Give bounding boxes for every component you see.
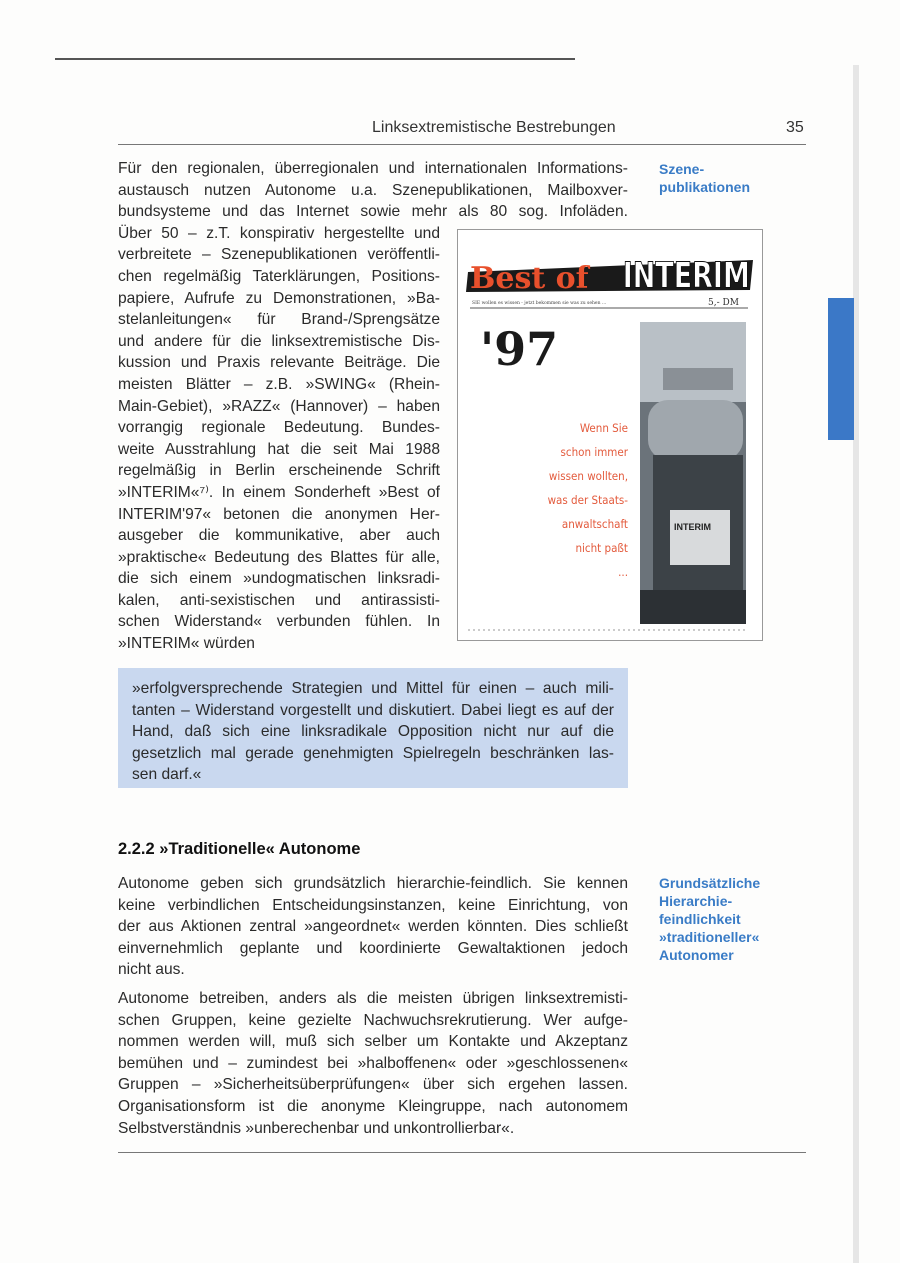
cover-slogan-line: was der Staats- xyxy=(547,493,628,507)
text-line: Gruppen – »Sicherheitsüberprüfungen« über sich ergehen lassen. xyxy=(118,1076,628,1094)
margin-note-line: Grundsätzliche xyxy=(659,875,761,891)
cover-title-interim: INTERIM xyxy=(622,253,750,297)
text-line: »INTERIM«⁷⁾. In einem Sonderheft »Best of xyxy=(118,483,440,501)
margin-note-line: feindlichkeit xyxy=(659,911,741,927)
chapter-tab-marker xyxy=(828,298,854,440)
text-line: sen darf.« xyxy=(132,766,202,784)
text-line: vorrangig regionale Bedeutung. Bundes- xyxy=(118,419,440,437)
header-rule xyxy=(118,144,806,145)
cover-slogan-line: nicht paßt xyxy=(575,541,628,555)
text-line: weite Ausstrahlung hat die seit Mai 1988 xyxy=(118,440,440,458)
text-line: kussion und Praxis relevante Beiträge. Die xyxy=(118,354,440,372)
text-line: bundsysteme und das Internet sowie mehr als 80 sog. Infoläden. xyxy=(118,203,628,221)
cover-slogan-line: schon immer xyxy=(560,445,628,459)
footer-rule xyxy=(118,1152,806,1153)
text-line: papiere, Aufrufe zu Demonstrationen, »Ba- xyxy=(118,289,440,307)
interim-cover-image xyxy=(457,229,763,641)
text-line: austausch nutzen Autonome u.a. Szenepublikationen, Mailboxver- xyxy=(118,181,628,199)
text-line: Organisationsform ist die anonyme Kleingruppe, nach autonomem xyxy=(118,1097,628,1115)
quote-text xyxy=(132,678,614,786)
text-line: schen Widerstand« verbunden fühlen. In xyxy=(118,613,440,631)
paragraph-2 xyxy=(118,873,628,981)
text-line: Autonome betreiben, anders als die meisten übrigen linksextremisti- xyxy=(118,990,628,1007)
text-line: »praktische« Bedeutung des Blattes für alle, xyxy=(118,548,440,566)
section-heading: 2.2.2 »Traditionelle« Autonome xyxy=(118,840,361,858)
text-line: »INTERIM« würden xyxy=(118,635,255,653)
cover-title-best-of: Best of xyxy=(470,261,589,296)
margin-note-line: Hierarchie- xyxy=(659,893,733,909)
page-number: 35 xyxy=(786,119,804,136)
text-line: INTERIM'97« betonen die anonymen Her- xyxy=(118,505,440,523)
quote-box xyxy=(118,668,628,788)
text-line: Über 50 – z.T. konspirativ hergestellte und xyxy=(118,224,440,242)
margin-note-line: publikationen xyxy=(659,179,750,195)
text-line: schen Gruppen, keine gezielte Nachwuchsrekrutierung. Wer aufge- xyxy=(118,1011,628,1029)
page-edge xyxy=(853,65,859,1263)
text-line: meisten Blätter – z.B. »SWING« (Rhein- xyxy=(118,375,440,393)
text-line: ausgeber die kommunikative, aber auch xyxy=(118,527,440,545)
scan-edge-line xyxy=(55,58,575,60)
text-line: »erfolgversprechende Strategien und Mittel für einen – auch mili- xyxy=(132,680,614,697)
text-line: nicht aus. xyxy=(118,961,185,979)
running-title: Linksextremistische Bestrebungen xyxy=(372,119,616,136)
text-line: der aus Aktionen zentral »angeordnet« werden könnten. Dies schließt xyxy=(118,918,628,936)
text-line: Autonome geben sich grundsätzlich hierarchie-feindlich. Sie kennen xyxy=(118,875,628,892)
text-line: und andere für die linksextremistische Dis- xyxy=(118,332,440,350)
margin-note-szenepublikationen xyxy=(659,160,750,196)
text-line: einvernehmlich geplante und koordinierte Gewaltaktionen jedoch xyxy=(118,939,628,957)
text-line: regelmäßig in Berlin erscheinende Schrift xyxy=(118,462,440,480)
cover-subtitle: SIE wollen es wissen - jetzt bekommen sie was zu sehen ... xyxy=(472,301,607,306)
margin-note-line: »traditioneller« xyxy=(659,929,760,945)
text-line: chen regelmäßig Taterklärungen, Positions- xyxy=(118,267,440,285)
text-line: gesetzlich mal gerade genehmigten Spielregeln beschränken las- xyxy=(132,744,614,762)
cover-banner-text: INTERIM xyxy=(674,522,711,532)
text-line: tanten – Widerstand vorgestellt und diskutiert. Dabei liegt es auf der xyxy=(132,701,614,719)
cover-price: 5,- DM xyxy=(708,298,739,308)
cover-illustration xyxy=(458,230,762,640)
text-line: bemühen und – zumindest bei »halboffenen« oder »geschlossenen« xyxy=(118,1054,628,1072)
text-line: keine verbindlichen Entscheidungsinstanzen, keine Einrichtung, von xyxy=(118,896,628,914)
cover-slogan-line: ... xyxy=(618,565,628,579)
margin-note-hierarchiefeindlichkeit xyxy=(659,874,760,964)
paragraph-3 xyxy=(118,988,628,1139)
cover-slogan-line: anwaltschaft xyxy=(561,517,628,531)
text-line: Main-Gebiet), »RAZZ« (Hannover) – haben xyxy=(118,397,440,415)
text-line: verbreitete – Szenepublikationen veröffentli- xyxy=(118,246,440,264)
text-line: stelanleitungen« für Brand-/Sprengsätze xyxy=(118,311,440,329)
cover-slogan-line: Wenn Sie xyxy=(579,421,628,435)
text-line: Hand, daß sich eine linksradikale Opposition nicht nur auf die xyxy=(132,723,614,741)
text-line: Selbstverständnis »unberechenbar und unkontrollierbar«. xyxy=(118,1119,515,1137)
text-line: die sich einem »undogmatischen linksradi- xyxy=(118,570,440,588)
cover-year: '97 xyxy=(480,322,559,376)
margin-note-line: Autonomer xyxy=(659,947,734,963)
text-line: kalen, anti-sexistischen und antirassisti- xyxy=(118,591,440,609)
text-line: Für den regionalen, überregionalen und internationalen Informations- xyxy=(118,160,628,177)
cover-slogan-line: wissen wollten, xyxy=(548,469,628,483)
text-line: nommen werden will, muß sich selber um Kontakte und Akzeptanz xyxy=(118,1033,628,1051)
margin-note-line: Szene- xyxy=(659,161,705,177)
